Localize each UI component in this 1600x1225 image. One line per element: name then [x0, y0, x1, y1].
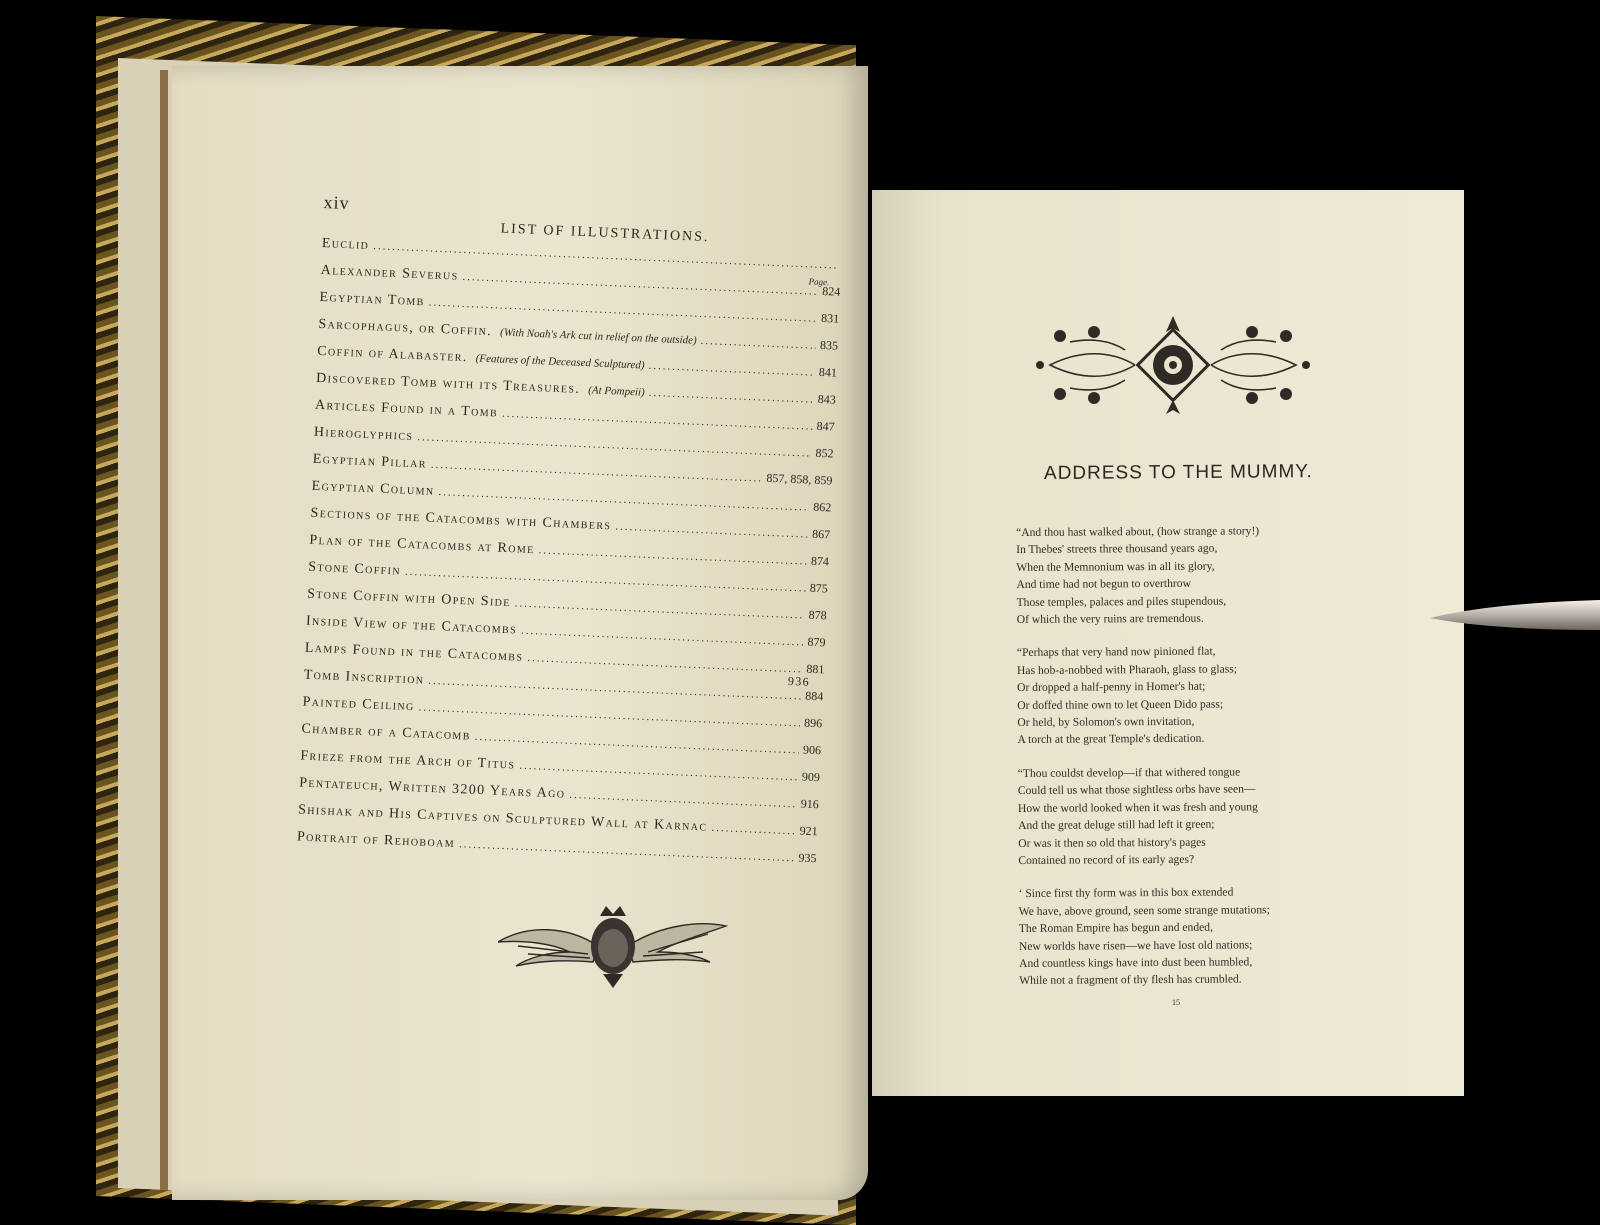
page-column-label: Page.: [808, 276, 830, 288]
toc-leader-dots: [711, 822, 796, 838]
toc-entry-title: Hieroglyphics: [313, 424, 414, 444]
toc-entry-title: Stone Coffin with Open Side: [306, 586, 512, 611]
toc-entry-title: Egyptian Column: [311, 478, 435, 499]
poem-line: And time had not begun to overthrow: [1016, 576, 1191, 592]
poem-line: Could tell us what those sightless orbs have seen—: [1017, 782, 1256, 798]
toc-entry-title: Frieze from the Arch of Titus: [300, 748, 516, 773]
poem-line: New worlds have risen—we have lost old nations;: [1018, 937, 1253, 953]
toc-entry-title: Coffin of Alabaster.: [317, 343, 469, 366]
poem-line: We have, above ground, seen some strange mutations;: [1018, 902, 1270, 918]
toc-entry-page: 824: [822, 283, 841, 299]
poem-line: Or doffed thine own to let Queen Dido pass;: [1017, 697, 1224, 712]
poem-line: Or held, by Solomon's own invitation,: [1017, 714, 1195, 730]
poem-line: When the Memnonium was in all its glory,: [1016, 559, 1215, 574]
toc-entry-page: 881: [806, 661, 825, 677]
toc-entry-title: Plan of the Catacombs at Rome: [309, 532, 535, 558]
poem-stanza: [1016, 522, 1347, 629]
page-gutter: [160, 70, 168, 1190]
toc-entry-page: 867: [811, 526, 831, 542]
poem-line: Or was it then so old that history's pages: [1018, 835, 1206, 850]
toc-entry-page: 874: [810, 553, 830, 569]
poem-line: How the world looked when it was fresh and young: [1017, 800, 1258, 815]
toc-entry-title: Euclid: [321, 235, 370, 253]
poem-line: “Thou couldst develop—if that withered tongue: [1017, 765, 1241, 780]
toc-trailing-page: 936: [787, 673, 811, 689]
toc-entry-page: 878: [808, 607, 828, 623]
poem-line: Contained no record of its early ages?: [1018, 852, 1195, 867]
toc-entry-title: Discovered Tomb with its Treasures.: [315, 370, 581, 397]
poem-stanza: [1019, 883, 1350, 990]
toc-entry-page: 852: [815, 445, 834, 461]
toc-heading: LIST OF ILLUSTRATIONS.: [500, 221, 710, 246]
toc-entry-title: Egyptian Tomb: [319, 289, 426, 310]
toc-entry-page: 935: [798, 850, 817, 866]
toc-entry-title: Pentateuch, Written 3200 Years Ago: [298, 775, 566, 802]
poem-line: In Thebes' streets three thousand years ago,: [1016, 542, 1218, 557]
poem-line: “Perhaps that very hand now pinioned flat,: [1016, 645, 1216, 660]
toc-entry-title: Stone Coffin: [307, 559, 402, 579]
poem-line: Has hob-a-nobbed with Pharaoh, glass to glass;: [1016, 662, 1237, 677]
toc-entry-title: Lamps Found in the Catacombs: [304, 640, 524, 665]
toc-entry-page: 843: [817, 391, 837, 407]
toc-entry-page: 921: [799, 823, 818, 839]
toc-entry-page: 909: [801, 769, 821, 785]
poem-line: Of which the very ruins are tremendous.: [1016, 611, 1204, 627]
toc-entry-title: Alexander Severus: [320, 262, 459, 284]
poem-line: A torch at the great Temple's dedication.: [1017, 732, 1205, 747]
toc-list: [296, 236, 842, 878]
toc-entry-title: Painted Ceiling: [302, 694, 415, 715]
toc-entry-title: Sarcophagus, or Coffin.: [318, 316, 493, 340]
toc-entry-page: 835: [819, 337, 839, 353]
toc-entry-page: 862: [812, 499, 832, 515]
toc-entry-page: 847: [816, 418, 835, 434]
toc-entry-title: Shishak and His Captives on Sculptured Wall at Karnac: [297, 802, 708, 835]
poem-line: Or dropped a half-penny in Homer's hat;: [1017, 679, 1206, 695]
poem-line: ‘ Since first thy form was in this box extended: [1018, 885, 1234, 901]
toc-entry-title: Articles Found in a Tomb: [314, 397, 499, 421]
poem-line: While not a fragment of thy flesh has crumbled.: [1019, 972, 1242, 988]
toc-entry-title: Chamber of a Catacomb: [301, 721, 472, 744]
toc-entry-page: 875: [809, 580, 829, 596]
page-number-left: xiv: [323, 192, 350, 214]
toc-entry-title: Tomb Inscription: [303, 667, 425, 688]
toc-leader-dots: [700, 335, 816, 352]
poem-stanza: [1017, 642, 1348, 749]
toc-entry-page: 831: [820, 310, 840, 326]
poem-line: And the great deluge still had left it green;: [1018, 817, 1215, 833]
toc-entry-page: 857, 858, 859: [766, 470, 833, 488]
poem-line: The Roman Empire has begun and ended,: [1018, 920, 1214, 936]
toc-entry-title: Sections of the Catacombs with Chambers: [310, 505, 612, 534]
toc-entry-title: Egyptian Pillar: [312, 451, 428, 472]
toc-entry-page: 916: [800, 796, 820, 812]
poem-line: And countless kings have into dust been humbled,: [1019, 955, 1253, 970]
toc-entry-page: 884: [805, 688, 824, 704]
poem-line: “And thou hast walked about, (how strange a story!): [1016, 524, 1260, 539]
toc-entry-title: Inside View of the Catacombs: [305, 613, 518, 638]
toc-entry-note: (Features of the Deceased Sculptured): [475, 352, 645, 372]
floral-ornament-icon: [1030, 310, 1316, 420]
poem-stanza: [1018, 763, 1349, 870]
poem-text: [1016, 522, 1349, 1006]
winged-head-icon: [498, 896, 728, 996]
poem-title: ADDRESS TO THE MUMMY.: [1043, 461, 1313, 485]
page-number-right: 15: [1172, 998, 1180, 1007]
toc-entry-note: (With Noah's Ark cut in relief on the outside): [499, 326, 697, 347]
pointer-tip-icon: [1430, 600, 1600, 640]
toc-entry-page: 841: [818, 364, 838, 380]
toc-entry-note: (At Pompeii): [588, 384, 645, 399]
toc-entry-title: Portrait of Rehoboam: [296, 829, 456, 852]
poem-line: Those temples, palaces and piles stupendous,: [1016, 594, 1227, 609]
toc-entry-page: 896: [803, 715, 823, 731]
toc-entry-page: 906: [802, 742, 822, 758]
toc-entry-page: 879: [807, 634, 826, 650]
